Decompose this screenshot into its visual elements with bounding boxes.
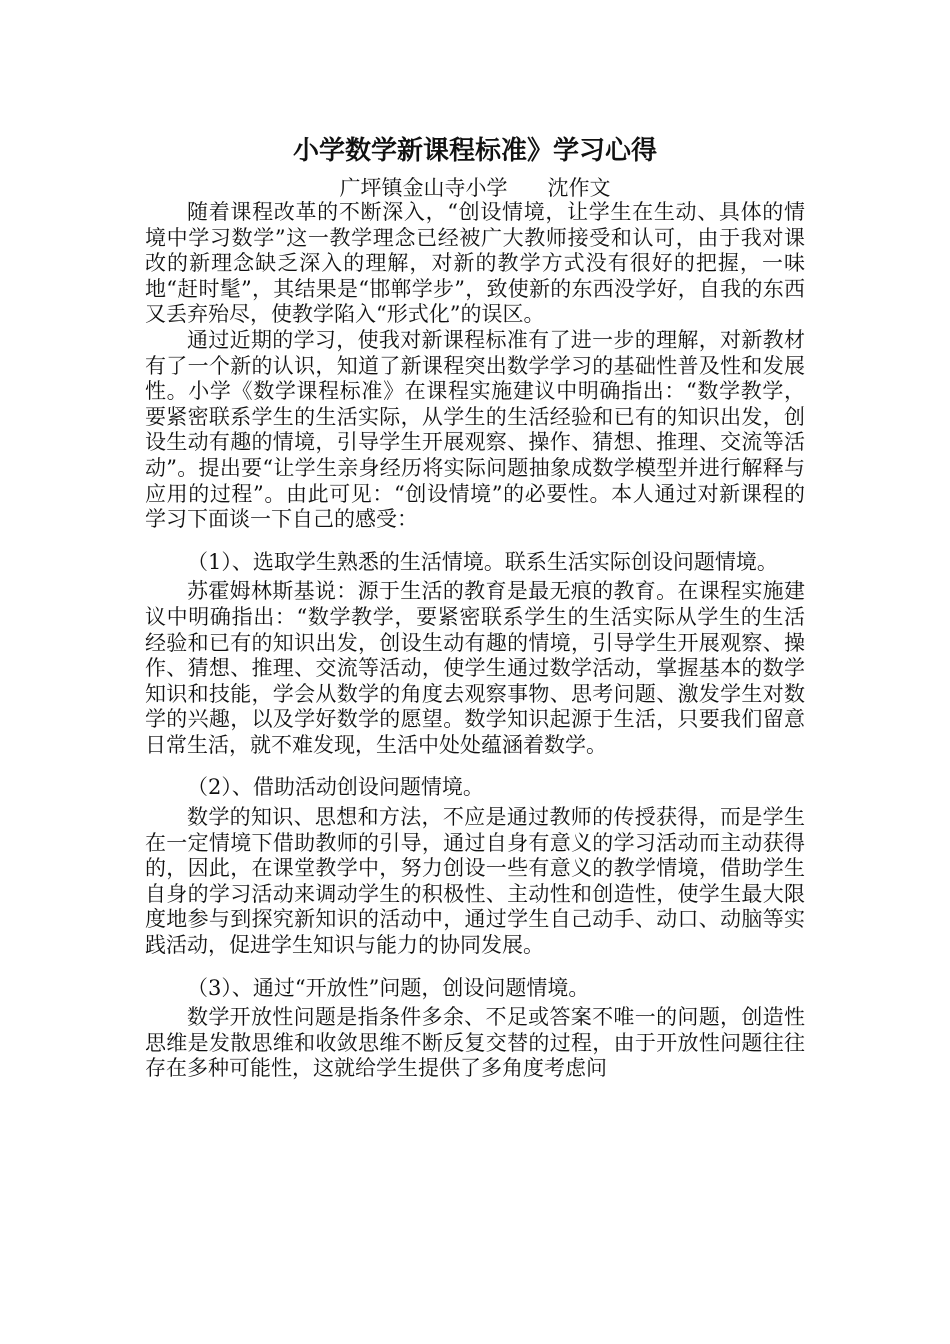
document-body bbox=[145, 200, 805, 1082]
document-title: 小学数学新课程标准》学习心得 bbox=[292, 136, 657, 166]
paragraph-learning: 通过近期的学习，使我对新课程标准有了进一步的理解，对新教材有了一个新的认识，知道了新课程突出数学学习的基础性普及性和发展性。小学《数学课程标准》在课程实施建议中明确指出：“数学教学，要紧密联系学生的生活实际，从学生的生活经验和已有的知识出发，创设生动有趣的情境，引导学生开展观察、操作、猜想、推理、交流等活动”。提出要“让学生亲身经历将实际问题抽象成数学模型并进行解释与应用的过程”。由此可见：“创设情境”的必要性。本人通过对新课程的学习下面谈一下自己的感受： bbox=[145, 327, 805, 532]
paragraph-open-questions: 数学开放性问题是指条件多余、不足或答案不唯一的问题，创造性思维是发散思维和收敛思维不断反复交替的过程，由于开放性问题往往存在多种可能性，这就给学生提供了多角度考虑问 bbox=[145, 1005, 805, 1081]
subheading-2: （2）、借助活动创设问题情境。 bbox=[187, 775, 484, 800]
subheading-1: （1）、选取学生熟悉的生活情境。联系生活实际创设问题情境。 bbox=[187, 549, 778, 574]
subheading-3: （3）、通过“开放性”问题，创设问题情境。 bbox=[187, 975, 590, 1000]
author-line: 广坪镇金山寺小学 沈作文 bbox=[339, 176, 611, 200]
paragraph-activities: 数学的知识、思想和方法，不应是通过教师的传授获得，而是学生在一定情境下借助教师的引导，通过自身有意义的学习活动而主动获得的，因此，在课堂教学中，努力创设一些有意义的教学情境，借助学生自身的学习活动来调动学生的积极性、主动性和创造性，使学生最大限度地参与到探究新知识的活动中，通过学生自己动手、动口、动脑等实践活动，促进学生知识与能力的协同发展。 bbox=[145, 805, 805, 958]
paragraph-intro: 随着课程改革的不断深入，“创设情境，让学生在生动、具体的情境中学习数学”这一教学理念已经被广大教师接受和认可，由于我对课改的新理念缺乏深入的理解，对新的教学方式没有很好的把握，一味地“赶时髦”，其结果是“邯郸学步”，致使新的东西没学好，自我的东西又丢弃殆尽，使教学陷入“形式化”的误区。 bbox=[145, 200, 805, 327]
paragraph-life-context: 苏霍姆林斯基说：源于生活的教育是最无痕的教育。在课程实施建议中明确指出：“数学教学，要紧密联系学生的生活实际从学生的生活经验和已有的知识出发，创设生动有趣的情境，引导学生开展观察、操作、猜想、推理、交流等活动，使学生通过数学活动，掌握基本的数学知识和技能，学会从数学的角度去观察事物、思考问题、激发学生对数学的兴趣，以及学好数学的愿望。数学知识起源于生活，只要我们留意日常生活，就不难发现，生活中处处蕴涵着数学。 bbox=[145, 579, 805, 757]
